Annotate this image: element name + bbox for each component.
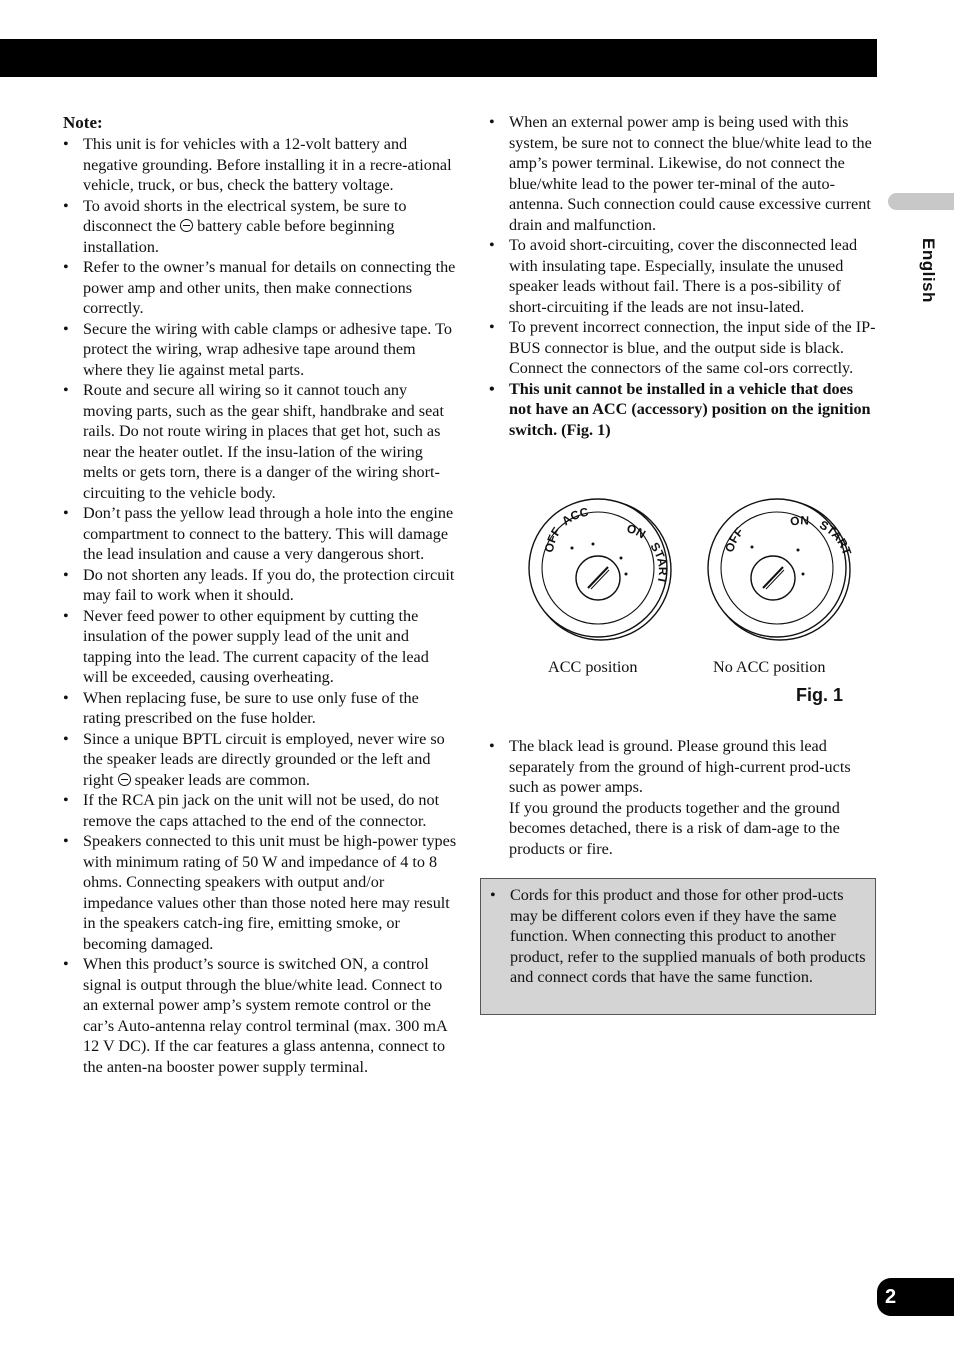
- list-item: [489, 736, 874, 859]
- list-item: • Speakers connected to this unit must be high-power types with minimum rating of 50 W and impedance of 4 to 8 ohms. Connecting speakers with output and/or impedance values other than those noted here may result in the speakers catch-ing fire, emitting smoke, or becoming damaged.: [63, 831, 458, 954]
- cord-color-note-box: [480, 878, 876, 1015]
- list-item: • Never feed power to other equipment by cutting the insulation of the power supply lead of the unit and tapping into the lead. The current capacity of the lead will be exceeded, causing overheating.: [63, 606, 458, 688]
- switch-label-on: ON: [625, 521, 649, 542]
- list-item: • To avoid short-circuiting, cover the disconnected lead with insulating tape. Especially, insulate the unused speaker leads without fail. There is a pos-sibility of short-circuiting if the leads are not insu-lated.: [489, 235, 879, 317]
- list-item: [63, 196, 458, 258]
- switch-label-start: START: [647, 539, 670, 586]
- note-heading: Note:: [63, 113, 103, 132]
- list-item: [63, 729, 458, 791]
- ground-note-list: [489, 736, 874, 859]
- list-item: • Refer to the owner’s manual for details on connecting the power amp and other units, then make connections correctly.: [63, 257, 458, 319]
- header-bar: [0, 39, 877, 77]
- list-item: • Do not shorten any leads. If you do, the protection circuit may fail to work when it should.: [63, 565, 458, 606]
- list-item-text: If you ground the products together and the ground becomes detached, there is a risk of dam-age to the products or fire.: [509, 798, 840, 858]
- minus-icon: [118, 773, 131, 786]
- list-item: • Cords for this product and those for other prod-ucts may be different colors even if they have the same function. When connecting this product to another product, refer to the supplied manuals of both products and connect cords that have the same function.: [490, 885, 867, 988]
- note-list-right: [489, 112, 879, 440]
- list-item: • Route and secure all wiring so it cannot touch any moving parts, such as the gear shift, handbrake and seat rails. Do not route wiring in places that get hot, such as near the heater outlet. If the insu-lation of the wiring melts or gets torn, there is a danger of the wiring short-circuiting to the vehicle body.: [63, 380, 458, 503]
- left-column: [63, 112, 458, 1077]
- figure-caption-acc: ACC position: [548, 658, 638, 676]
- list-item: • When this product’s source is switched ON, a control signal is output through the blue/white lead. Connect to an external power amp’s system remote control or the car’s Auto-antenna relay control terminal (max. 300 mA 12 V DC). If the car features a glass antenna, connect to the anten-na booster power supply terminal.: [63, 954, 458, 1077]
- note-box-list: [490, 885, 867, 988]
- acc-switch-graphic: [529, 499, 671, 640]
- switch-label-acc: ACC: [559, 504, 590, 529]
- switch-label-off: OFF: [722, 524, 747, 554]
- list-item-text: battery cable before beginning installation.: [83, 217, 395, 256]
- list-item: • To prevent incorrect connection, the input side of the IP-BUS connector is blue, and the output side is black. Connect the connectors of the same col-ors correctly.: [489, 317, 879, 379]
- switch-label-on: ON: [789, 513, 810, 529]
- list-item-text: • The black lead is ground. Please ground this lead separately from the ground of high-current prod-ucts such as power amps.: [509, 737, 851, 796]
- list-item-text: To avoid shorts in the electrical system, be sure to disconnect the: [83, 196, 407, 235]
- page-number: 2: [877, 1278, 954, 1316]
- list-item: • When an external power amp is being used with this system, be sure not to connect the blue/white lead to the amp’s power terminal. Likewise, do not connect the blue/white lead to the power ter-minal of the auto-antenna. Such connection could cause excessive current drain and malfunction.: [489, 112, 879, 235]
- language-label: English: [919, 238, 938, 303]
- switch-label-off: OFF: [541, 525, 564, 554]
- right-column-lower: [489, 736, 874, 859]
- note-list-left: [63, 134, 458, 1077]
- switch-label-start: START: [817, 517, 855, 557]
- no-acc-switch-graphic: [708, 499, 854, 640]
- figure-caption-no-acc: No ACC position: [713, 658, 826, 676]
- list-item: • This unit is for vehicles with a 12-volt battery and negative grounding. Before installing it in a recre-ational vehicle, truck, or bus, check the battery voltage.: [63, 134, 458, 196]
- list-item: • If the RCA pin jack on the unit will not be used, do not remove the caps attached to the end of the connector.: [63, 790, 458, 831]
- right-column: [489, 112, 879, 440]
- minus-icon: [180, 219, 193, 232]
- language-tab: [888, 193, 954, 210]
- list-item-important: • This unit cannot be installed in a vehicle that does not have an ACC (accessory) position on the ignition switch. (Fig. 1): [489, 379, 879, 441]
- list-item: • Secure the wiring with cable clamps or adhesive tape. To protect the wiring, wrap adhesive tape around them where they lie against metal parts.: [63, 319, 458, 381]
- list-item: • When replacing fuse, be sure to use only fuse of the rating prescribed on the fuse holder.: [63, 688, 458, 729]
- list-item-text: speaker leads are common.: [130, 770, 310, 789]
- list-item-text: Since a unique BPTL circuit is employed, never wire so the speaker leads are directly grounded or the left and right: [83, 729, 445, 789]
- figure-label: Fig. 1: [796, 685, 844, 705]
- list-item: • Don’t pass the yellow lead through a hole into the engine compartment to connect to the battery. This will damage the lead insulation and cause a very dangerous short.: [63, 503, 458, 565]
